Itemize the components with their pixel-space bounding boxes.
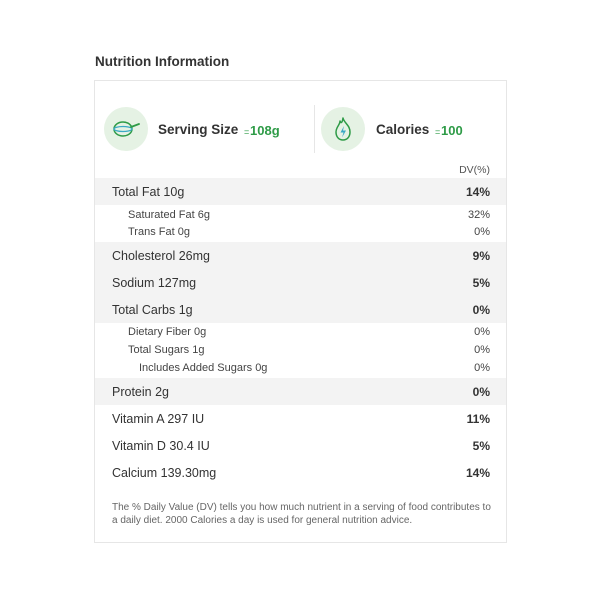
nutrient-dv: 5% (472, 275, 490, 290)
nutrient-row-protein (95, 378, 506, 405)
dv-footnote: The % Daily Value (DV) tells you how much nutrient in a serving of food contributes to a daily diet. 2000 Calories a day is used for general nutrition advice. (112, 502, 491, 526)
nutrient-name: Cholesterol 26mg (112, 248, 210, 263)
nutrient-name: Vitamin D 30.4 IU (112, 438, 210, 453)
nutrient-row-total-sugars (95, 341, 506, 359)
serving-size-equals: = (244, 127, 250, 137)
nutrient-name: Sodium 127mg (112, 275, 197, 290)
nutrient-row-dietary-fiber (95, 323, 506, 341)
nutrient-dv: 0% (472, 302, 490, 317)
dv-column-header: DV(%) (459, 164, 490, 176)
nutrient-row-cholesterol (95, 242, 506, 269)
nutrient-row-vitamin-d (95, 432, 506, 459)
nutrient-row-total-carbs (95, 296, 506, 323)
nutrient-dv: 0% (474, 326, 490, 338)
nutrition-card (94, 80, 507, 543)
nutrient-dv: 0% (474, 226, 490, 238)
nutrient-dv: 32% (467, 209, 490, 221)
calories-label: Calories (376, 122, 430, 137)
nutrient-name: Trans Fat 0g (128, 226, 190, 238)
nutrient-row-trans-fat (95, 223, 506, 241)
serving-size-value: 108g (250, 123, 280, 138)
calories-equals: = (435, 127, 441, 137)
nutrient-name: Total Carbs 1g (112, 302, 193, 317)
summary-bar (95, 81, 506, 178)
nutrient-dv: 0% (474, 362, 490, 374)
nutrient-row-added-sugars (95, 359, 506, 377)
nutrient-name: Total Sugars 1g (128, 344, 205, 356)
nutrient-dv: 0% (472, 384, 490, 399)
nutrient-name: Includes Added Sugars 0g (139, 362, 268, 374)
nutrient-dv: 9% (472, 248, 490, 263)
nutrient-name: Total Fat 10g (112, 184, 185, 199)
measuring-cup-icon (104, 107, 148, 151)
nutrient-row-total-fat (95, 178, 506, 205)
nutrient-dv: 5% (472, 438, 490, 453)
calories-value: 100 (441, 123, 463, 138)
nutrient-name: Protein 2g (112, 384, 169, 399)
nutrient-row-saturated-fat (95, 206, 506, 224)
nutrient-dv: 14% (465, 465, 490, 480)
section-title: Nutrition Information (95, 54, 230, 69)
nutrient-name: Vitamin A 297 IU (112, 411, 205, 426)
nutrient-name: Calcium 139.30mg (112, 465, 217, 480)
serving-size-label: Serving Size (158, 122, 239, 137)
nutrient-dv: 0% (474, 344, 490, 356)
nutrient-name: Dietary Fiber 0g (128, 326, 207, 338)
nutrient-dv: 14% (465, 184, 490, 199)
nutrient-row-sodium (95, 269, 506, 296)
nutrient-row-calcium (95, 459, 506, 486)
nutrient-name: Saturated Fat 6g (128, 209, 210, 221)
summary-divider (314, 105, 315, 153)
flame-icon (321, 107, 365, 151)
nutrient-dv: 11% (466, 411, 490, 426)
nutrient-row-vitamin-a (95, 405, 506, 432)
